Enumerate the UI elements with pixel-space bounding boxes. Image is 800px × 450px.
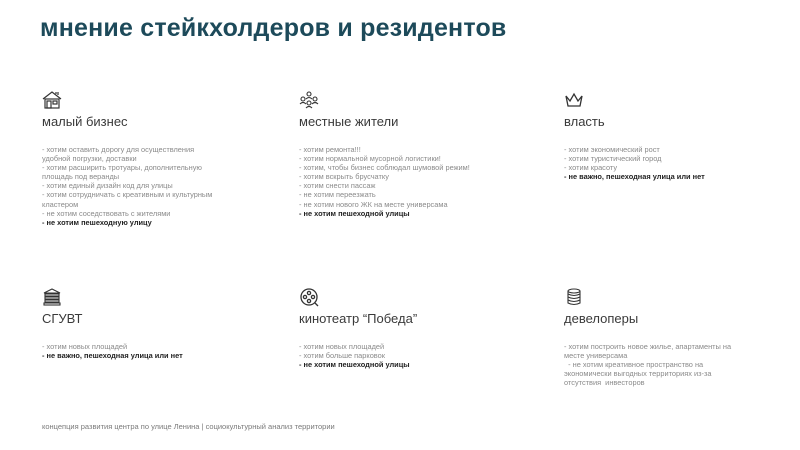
card-lines: [299, 145, 514, 218]
card-line: - хотим красоту: [564, 163, 618, 173]
card-line: месте универсама: [564, 351, 628, 361]
card-title: власть: [564, 114, 605, 129]
card-title: девелоперы: [564, 311, 639, 326]
card-line: - не хотим креативное пространство на: [564, 360, 704, 370]
film-reel-icon: [299, 287, 319, 307]
card-line: - хотим новых площадей: [299, 342, 385, 351]
card-authorities: [564, 90, 779, 181]
card-line: - не хотим переезжать: [299, 190, 376, 200]
shop-icon: [42, 90, 62, 110]
card-line: площадь под веранды: [42, 172, 120, 182]
page-title: мнение стейкхолдеров и резидентов: [40, 14, 507, 42]
card-line: - хотим единый дизайн код для улицы: [42, 181, 173, 191]
card-line: - хотим вскрыть брусчатку: [299, 172, 389, 182]
card-sguvt: [42, 287, 257, 360]
card-line: - хотим экономический рост: [564, 145, 660, 154]
card-line: - не хотим пешеходную улицу: [42, 217, 152, 227]
residents-icon: [299, 90, 319, 110]
card-line: - хотим построить новое жилье, апартаменты на: [564, 342, 732, 351]
card-line: отсутствия инвесторов: [564, 378, 645, 388]
card-line: удобной погрузки, доставки: [42, 154, 137, 164]
card-small-business: [42, 90, 257, 227]
card-title: СГУВТ: [42, 311, 83, 326]
card-lines: [564, 342, 779, 387]
card-line: - не важно, пешеходная улица или нет: [564, 172, 705, 182]
card-line: - хотим нормальной мусорной логистики!: [299, 154, 441, 164]
card-lines: [564, 145, 779, 181]
card-line: - хотим больше парковок: [299, 351, 385, 361]
card-line: - хотим сотрудничать с креативным и культурным: [42, 190, 213, 200]
card-line: - хотим снести пассаж: [299, 181, 376, 191]
sgu-building-icon: [42, 287, 62, 307]
card-local-residents: [299, 90, 514, 218]
card-line: - не хотим соседствовать с жителями: [42, 208, 171, 218]
card-line: - не хотим пешеходной улицы: [299, 360, 410, 370]
card-cinema-pobeda: [299, 287, 514, 369]
card-line: - хотим новых площадей: [42, 342, 128, 351]
card-line: экономически выгодных территориях из-за: [564, 369, 712, 379]
footer-caption: концепция развития центра по улице Ленина | социокультурный анализ территории: [42, 422, 335, 431]
card-line: - хотим оставить дорогу для осуществления: [42, 145, 195, 154]
card-title: кинотеатр “Победа”: [299, 311, 418, 326]
card-line: - хотим расширить тротуары, дополнительную: [42, 163, 202, 173]
card-lines: [299, 342, 514, 369]
card-line: - не важно, пешеходная улица или нет: [42, 351, 183, 361]
card-title: малый бизнес: [42, 114, 128, 129]
card-line: кластером: [42, 199, 79, 209]
card-lines: [42, 145, 257, 227]
card-line: - не хотим нового ЖК на месте универсама: [299, 199, 448, 209]
card-line: - не хотим пешеходной улицы: [299, 208, 410, 218]
card-line: - хотим ремонта!!!: [299, 145, 361, 154]
crown-icon: [564, 90, 584, 110]
card-title: местные жители: [299, 114, 399, 129]
money-stack-icon: [564, 287, 584, 307]
card-lines: [42, 342, 257, 360]
card-line: - хотим, чтобы бизнес соблюдал шумовой режим!: [299, 163, 470, 173]
card-developers: [564, 287, 779, 387]
card-line: - хотим туристический город: [564, 154, 662, 164]
